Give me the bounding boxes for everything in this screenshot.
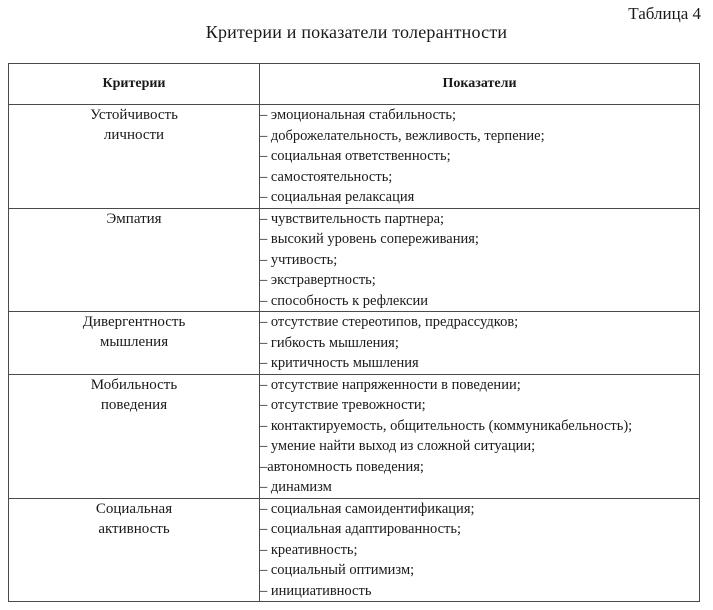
criterion-line: мышления [99, 334, 169, 350]
indicator-item: – контактируемость, общительность (коммуникабельность); [260, 417, 633, 434]
indicator-item: – учтивость; [260, 251, 338, 268]
indicator-item: – отсутствие стереотипов, предрассудков; [260, 314, 519, 330]
indicators-cell [260, 498, 700, 602]
indicator-item: – динамизм [260, 479, 332, 495]
indicator-item: – чувствительность партнера; [260, 210, 445, 227]
criterion-line: Социальная [95, 500, 173, 517]
indicator-item: – отсутствие напряженности в поведении; [260, 376, 521, 393]
criterion-cell [9, 312, 260, 375]
indicator-item: – инициативность [260, 582, 372, 599]
criterion-line: Устойчивость [90, 107, 178, 123]
header-row [9, 64, 700, 105]
criterion-cell [9, 105, 260, 209]
indicator-item: – отсутствие тревожности; [260, 397, 426, 413]
header-indicators: Показатели [260, 64, 700, 105]
criterion-cell [9, 208, 260, 312]
indicator-item: – социальная релаксация [260, 189, 415, 205]
criteria-table [8, 63, 700, 602]
indicator-item: – способность к рефлексии [260, 292, 429, 309]
indicator-item: – социальная самоидентификация; [260, 500, 475, 517]
indicator-item: – эмоциональная стабильность; [260, 107, 456, 123]
indicator-item: – экстравертность; [260, 272, 376, 288]
indicator-item: – социальная ответственность; [260, 148, 451, 164]
indicator-item: –автономность поведения; [260, 458, 424, 475]
header-criteria: Критерии [9, 64, 260, 105]
table-number-label: Таблица 4 [628, 4, 701, 23]
indicator-item: – доброжелательность, вежливость, терпение; [260, 127, 545, 144]
indicator-item: – критичность мышления [260, 355, 419, 371]
indicator-item: – социальный оптимизм; [260, 562, 415, 578]
table-row [9, 374, 700, 498]
criterion-cell [9, 374, 260, 498]
table-row [9, 208, 700, 312]
criterion-line: Эмпатия [106, 210, 162, 227]
criterion-line: Дивергентность [82, 314, 186, 330]
indicator-item: – социальная адаптированность; [260, 521, 462, 537]
indicators-cell [260, 312, 700, 375]
table-row [9, 498, 700, 602]
indicator-item: – гибкость мышления; [260, 334, 399, 351]
criterion-line: личности [103, 127, 165, 143]
indicator-item: – самостоятельность; [260, 168, 393, 185]
indicators-cell [260, 208, 700, 312]
indicator-item: – креативность; [260, 541, 358, 558]
indicator-item: – умение найти выход из сложной ситуации; [260, 438, 536, 454]
criterion-line: Мобильность [90, 376, 178, 393]
criterion-cell [9, 498, 260, 602]
table-row [9, 105, 700, 209]
criterion-line: поведения [100, 396, 168, 413]
indicators-cell [260, 374, 700, 498]
document-title: Критерии и показатели толерантности [205, 22, 508, 42]
table-row [9, 312, 700, 375]
criterion-line: активность [98, 520, 170, 537]
indicators-cell [260, 105, 700, 209]
indicator-item: – высокий уровень сопереживания; [260, 231, 479, 247]
